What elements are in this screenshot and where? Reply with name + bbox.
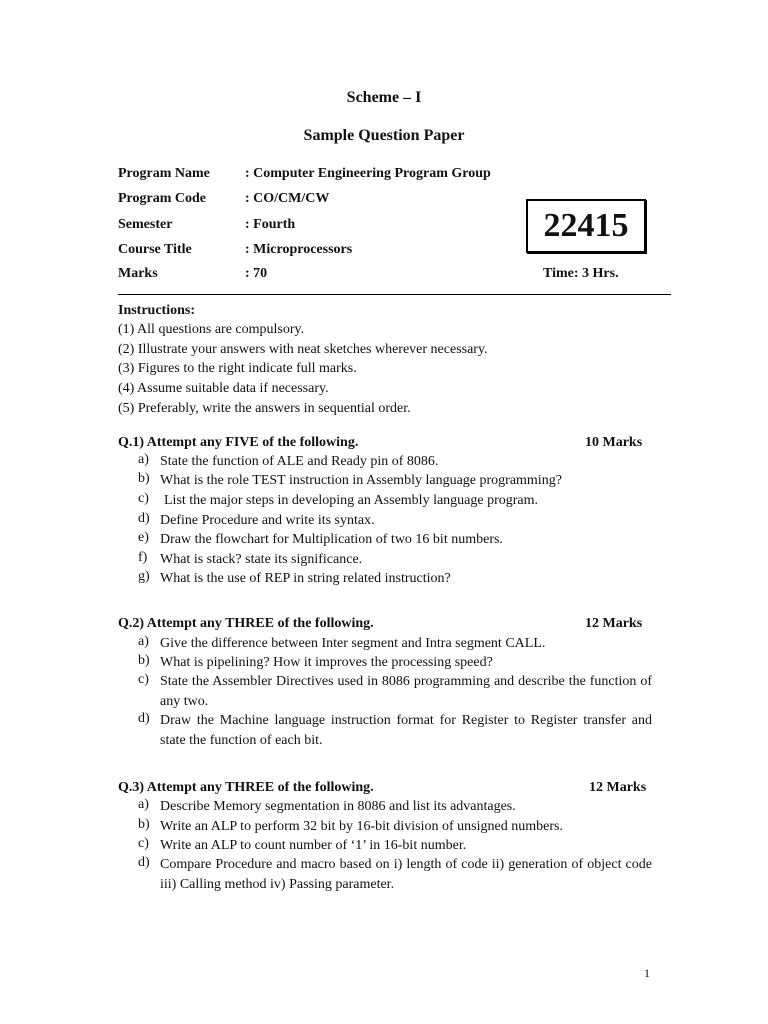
question-marks: 12 Marks <box>585 616 643 631</box>
info-value: : 70 <box>245 266 268 281</box>
question-marks: 10 Marks <box>585 435 643 450</box>
info-value: : Fourth <box>245 217 296 232</box>
item-letter: f) <box>138 550 148 565</box>
info-value: : Computer Engineering Program Group <box>245 166 491 181</box>
course-code-box: 22415 <box>526 199 646 253</box>
instruction-item: (4) Assume suitable data if necessary. <box>118 381 329 396</box>
question-item <box>138 452 652 472</box>
item-text: Write an ALP to count number of ‘1’ in 16-bit number. <box>160 838 467 853</box>
item-letter: a) <box>138 797 149 812</box>
item-letter: a) <box>138 634 149 649</box>
item-text: State the Assembler Directives used in 8086 programming and describe the function of any two. <box>160 674 652 709</box>
info-label: Program Code <box>118 191 206 206</box>
item-letter: d) <box>138 511 150 526</box>
question-heading: Q.1) Attempt any FIVE of the following. <box>118 435 359 450</box>
item-text: What is the use of REP in string related instruction? <box>160 571 451 586</box>
instruction-item: (3) Figures to the right indicate full marks. <box>118 361 357 376</box>
item-letter: c) <box>138 491 149 506</box>
item-text: List the major steps in developing an Assembly language program. <box>164 493 539 508</box>
question-item <box>138 511 652 531</box>
info-label: Program Name <box>118 166 210 181</box>
item-letter: c) <box>138 672 149 687</box>
question-item <box>138 817 652 837</box>
question-item <box>138 550 652 570</box>
info-value: : CO/CM/CW <box>245 191 330 206</box>
question-heading: Q.3) Attempt any THREE of the following. <box>118 780 374 795</box>
item-letter: b) <box>138 653 150 668</box>
question-item <box>138 471 652 491</box>
instruction-item: (1) All questions are compulsory. <box>118 322 305 337</box>
item-text: Describe Memory segmentation in 8086 and list its advantages. <box>160 799 516 814</box>
question-item <box>138 569 652 589</box>
info-label: Marks <box>118 266 158 281</box>
item-text: What is the role TEST instruction in Assembly language programming? <box>160 473 562 488</box>
item-letter: c) <box>138 836 149 851</box>
question-item <box>138 653 652 673</box>
item-letter: b) <box>138 817 150 832</box>
item-text: Give the difference between Inter segment and Intra segment CALL. <box>160 636 546 651</box>
info-label: Semester <box>118 217 173 232</box>
item-text: What is pipelining? How it improves the processing speed? <box>160 655 493 670</box>
question-item <box>138 491 652 511</box>
item-letter: d) <box>138 711 150 726</box>
header-divider <box>118 294 671 295</box>
question-item <box>138 530 652 550</box>
exam-duration: Time: 3 Hrs. <box>543 266 619 281</box>
item-letter: d) <box>138 855 150 870</box>
question-heading: Q.2) Attempt any THREE of the following. <box>118 616 374 631</box>
question-item <box>138 634 652 654</box>
item-letter: e) <box>138 530 149 545</box>
item-text: Write an ALP to perform 32 bit by 16-bit division of unsigned numbers. <box>160 819 563 834</box>
item-letter: g) <box>138 569 150 584</box>
item-text: Compare Procedure and macro based on i) length of code ii) generation of object code iii) Calling method iv) Passing parameter. <box>160 857 652 892</box>
question-item <box>138 855 652 894</box>
item-text: Draw the flowchart for Multiplication of two 16 bit numbers. <box>160 532 503 547</box>
item-letter: a) <box>138 452 149 467</box>
item-text: What is stack? state its significance. <box>160 552 363 567</box>
info-label: Course Title <box>118 242 192 257</box>
item-text: Draw the Machine language instruction format for Register to Register transfer and state the function of each bit. <box>160 713 652 748</box>
question-marks: 12 Marks <box>589 780 647 795</box>
item-text: State the function of ALE and Ready pin of 8086. <box>160 454 439 469</box>
item-letter: b) <box>138 471 150 486</box>
scheme-title: Scheme – I <box>346 89 422 106</box>
paper-title: Sample Question Paper <box>303 127 465 144</box>
page-number: 1 <box>644 966 650 980</box>
instructions-title: Instructions: <box>118 303 196 318</box>
question-item <box>138 672 652 711</box>
question-item <box>138 711 652 750</box>
question-item <box>138 836 652 856</box>
instruction-item: (2) Illustrate your answers with neat sketches wherever necessary. <box>118 342 488 357</box>
item-text: Define Procedure and write its syntax. <box>160 513 375 528</box>
question-item <box>138 797 652 817</box>
instruction-item: (5) Preferably, write the answers in sequential order. <box>118 401 411 416</box>
info-value: : Microprocessors <box>245 242 353 257</box>
